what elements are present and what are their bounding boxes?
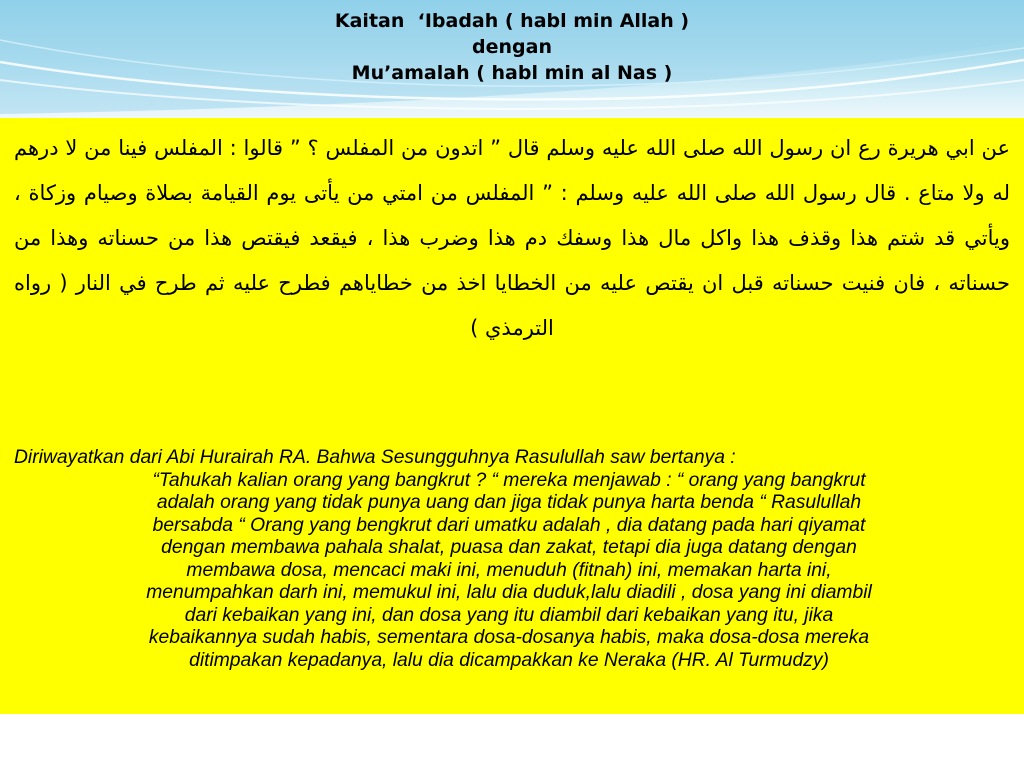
title-line-2: dengan [472,36,552,58]
slide-title [0,8,1024,86]
title-line-3: Mu’amalah ( habl min al Nas ) [351,62,673,84]
header-banner [0,0,1024,118]
translation-line: ditimpakan kepadanya, lalu dia dicampakkan ke Neraka (HR. Al Turmudzy) [189,649,829,671]
translation-line: “Tahukah kalian orang yang bangkrut ? “ mereka menjawab : “ orang yang bangkrut [152,469,866,491]
translation-line: bersabda “ Orang yang bengkrut dari umatku adalah , dia datang pada hari qiyamat [152,514,866,536]
title-line-1: Kaitan ‘Ibadah ( habl min Allah ) [334,10,690,32]
translation-line: dari kebaikan yang ini, dan dosa yang itu diambil dari kebaikan yang itu, jika [184,604,834,626]
translation-line: kebaikannya sudah habis, sementara dosa-dosanya habis, maka dosa-dosa mereka [148,627,870,648]
bottom-margin [0,714,1024,768]
translation-line: Diriwayatkan dari Abi Hurairah RA. Bahwa Sesungguhnya Rasulullah saw bertanya : [14,447,736,468]
translation-paragraph [8,447,1010,672]
translation-line: membawa dosa, mencaci maki ini, menuduh (fitnah) ini, memakan harta ini, [186,559,832,581]
translation-line: adalah orang yang tidak punya uang dan jiga tidak punya harta benda “ Rasulullah [156,492,862,513]
translation-line: dengan membawa pahala shalat, puasa dan zakat, tetapi dia juga datang dengan [161,537,857,558]
translation-line: menumpahkan darh ini, memukul ini, lalu dia duduk,lalu diadili , dosa yang ini diambil [146,582,872,603]
arabic-hadith-text: عن ابي هريرة رع ان رسول الله صلى الله عليه وسلم قال ” اتدون من المفلس ؟ ” قالوا : المفلس فينا من لا درهم له ولا متاع . قال رسول الله صلى الله عليه وسلم : ” المفلس من امتي من يأتى يوم القيامة بصلاة وصيام وزكاة ، ويأتي قد شتم هذا وقذف هذا واكل مال هذا وسفك دم هذا وضرب هذا ، فيقعد فيقتص هذا من حسناته وهذا من حسناته ، فان فنيت حسناته قبل ان يقتص عليه من الخطايا اخذ من خطاياهم فطرح عليه ثم طرح في النار ( رواه الترمذي ) [14,136,1010,340]
